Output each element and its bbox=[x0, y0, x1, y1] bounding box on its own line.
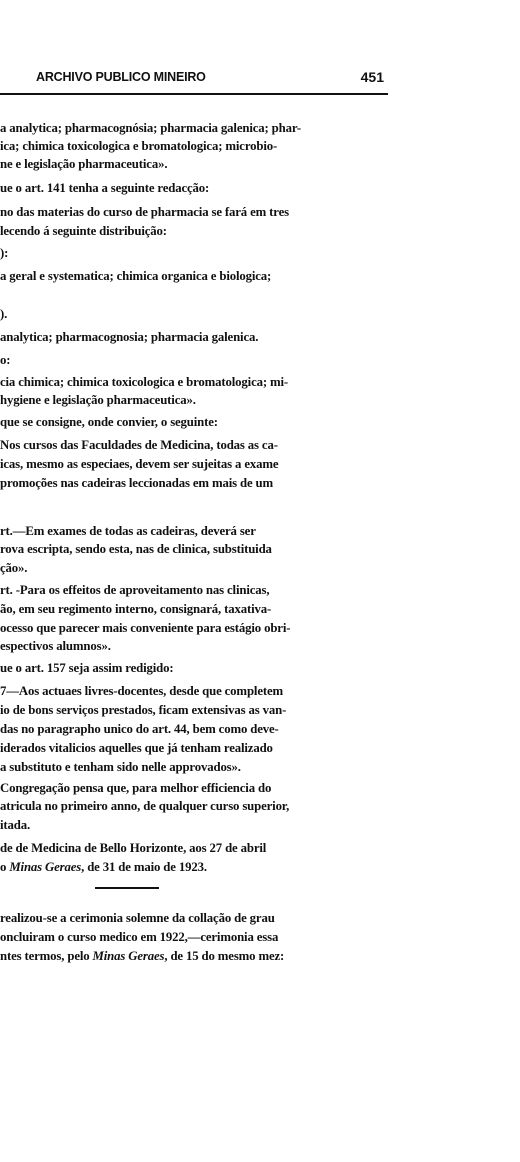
text-line: icas, mesmo as especiaes, devem ser sujeitas a exame bbox=[0, 457, 279, 471]
text-line: Congregação pensa que, para melhor efficiencia do bbox=[0, 781, 272, 795]
text-line: hygiene e legislação pharmaceutica». bbox=[0, 393, 196, 407]
page-number: 451 bbox=[360, 69, 384, 85]
text-line: analytica; pharmacognosia; pharmacia galenica. bbox=[0, 330, 259, 344]
text-line: atricula no primeiro anno, de qualquer curso superior, bbox=[0, 799, 290, 813]
text-line: rt. -Para os effeitos de aproveitamento nas clinicas, bbox=[0, 583, 270, 597]
newspaper-title: Minas Geraes bbox=[92, 949, 165, 963]
text-line: que se consigne, onde convier, o seguinte: bbox=[0, 415, 218, 429]
text-line: cia chimica; chimica toxicologica e bromatologica; mi- bbox=[0, 375, 289, 389]
page-header bbox=[0, 70, 400, 90]
text-line: iderados vitalicios aquelles que já tenham realizado bbox=[0, 741, 273, 755]
text-line: a geral e systematica; chimica organica e biologica; bbox=[0, 269, 272, 283]
text-fragment: ntes termos, pelo bbox=[0, 949, 93, 963]
text-line: promoções nas cadeiras leccionadas em mais de um bbox=[0, 476, 274, 490]
text-line: ica; chimica toxicologica e bromatologica; microbio- bbox=[0, 139, 278, 153]
header-rule bbox=[0, 93, 388, 95]
text-fragment: o bbox=[0, 860, 10, 874]
text-line: 7—Aos actuaes livres-docentes, desde que completem bbox=[0, 684, 283, 698]
text-line: lecendo á seguinte distribuição: bbox=[0, 224, 167, 238]
text-line: rt.—Em exames de todas as cadeiras, deverá ser bbox=[0, 524, 256, 538]
text-line: ). bbox=[0, 307, 8, 321]
text-line: o: bbox=[0, 353, 11, 367]
text-fragment: , de 15 do mesmo mez: bbox=[164, 949, 285, 963]
text-line: io de bons serviços prestados, ficam extensivas as van- bbox=[0, 703, 287, 717]
section-separator bbox=[95, 887, 159, 889]
text-line: ção». bbox=[0, 561, 28, 575]
text-line-with-newspaper bbox=[0, 859, 207, 875]
text-line: espectivos alumnos». bbox=[0, 639, 111, 653]
text-line-with-newspaper bbox=[0, 948, 284, 964]
text-line: ue o art. 141 tenha a seguinte redacção: bbox=[0, 181, 210, 195]
text-line: a substituto e tenham sido nelle approvados». bbox=[0, 760, 241, 774]
text-line: ue o art. 157 seja assim redigido: bbox=[0, 661, 174, 675]
text-line: Nos cursos das Faculdades de Medicina, todas as ca- bbox=[0, 438, 278, 452]
text-line: ocesso que parecer mais conveniente para estágio obri- bbox=[0, 621, 291, 635]
text-line: de de Medicina de Bello Horizonte, aos 27 de abril bbox=[0, 841, 267, 855]
text-line: oncluiram o curso medico em 1922,—cerimonia essa bbox=[0, 930, 279, 944]
text-line: rova escripta, sendo esta, nas de clinica, substituida bbox=[0, 542, 272, 556]
text-line: das no paragrapho unico do art. 44, bem como deve- bbox=[0, 722, 279, 736]
text-line: itada. bbox=[0, 818, 31, 832]
text-line: ne e legislação pharmaceutica». bbox=[0, 157, 168, 171]
text-line: ão, em seu regimento interno, consignará, taxativa- bbox=[0, 602, 272, 616]
text-line: realizou-se a cerimonia solemne da collação de grau bbox=[0, 911, 275, 925]
text-line: ): bbox=[0, 246, 9, 260]
running-head: ARCHIVO PUBLICO MINEIRO bbox=[36, 70, 206, 84]
newspaper-title: Minas Geraes bbox=[9, 860, 82, 874]
text-line: a analytica; pharmacognósia; pharmacia galenica; phar- bbox=[0, 121, 302, 135]
text-fragment: , de 31 de maio de 1923. bbox=[81, 860, 207, 874]
text-line: no das materias do curso de pharmacia se fará em tres bbox=[0, 205, 289, 219]
